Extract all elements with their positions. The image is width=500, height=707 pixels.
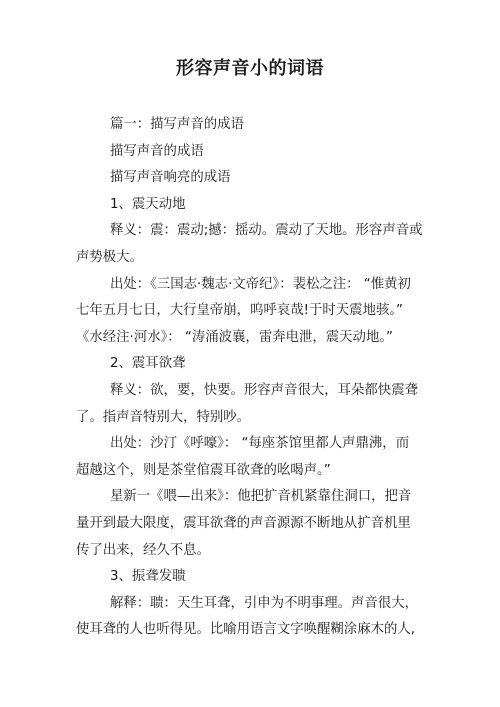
paragraph	[76, 192, 424, 219]
paragraph	[76, 378, 424, 431]
paragraph-line: 出处：《三国志·魏志·文帝纪》：裴松之注： “惟黄初	[110, 276, 411, 292]
paragraph-line: 量开到最大限度，震耳欲聋的声音源源不断地从扩音机里	[76, 515, 411, 531]
paragraph	[76, 484, 424, 564]
paragraph-line: 七年五月七日，大行皇帝崩，呜呼哀哉!于时天震地骇。”	[76, 303, 403, 319]
paragraph	[76, 218, 424, 271]
paragraph-line: 3、振聋发聩	[110, 569, 186, 585]
paragraph-line: 描写声音的成语	[110, 143, 204, 159]
paragraph-line: 使耳聋的人也听得见。比喻用语言文字唤醒糊涂麻木的人,	[76, 622, 416, 638]
paragraph-line: 释义：欲，要，快要。形容声音很大，耳朵都快震聋	[110, 382, 418, 398]
paragraph-line: 传了出来，经久不息。	[76, 542, 210, 558]
paragraph-line: 解释：聩：天生耳聋，引申为不明事理。声音很大，	[110, 595, 418, 611]
paragraph-line: 释义：震：震动;撼：摇动。震动了天地。形容声音或	[110, 223, 423, 239]
paragraph	[76, 591, 424, 644]
paragraph	[76, 351, 424, 378]
paragraph-line: 出处：沙汀《呼嚎》： “每座茶馆里都人声鼎沸，而	[110, 436, 410, 452]
paragraph-line: 了。指声音特别大，特别吵。	[76, 409, 251, 425]
paragraph-line: 声势极大。	[76, 249, 143, 265]
paragraph	[76, 431, 424, 484]
paragraph-line: 超越这个，则是茶堂倌震耳欲聋的吆喝声。”	[76, 462, 331, 478]
paragraph-line: 《水经注·河水》： “涛涌波襄，雷奔电泄，震天动地。”	[76, 329, 393, 345]
paragraph	[76, 139, 424, 166]
document-body	[76, 112, 424, 644]
document-title: 形容声音小的词语	[176, 58, 324, 79]
paragraph-line: 1、震天动地	[110, 196, 186, 212]
paragraph-line: 描写声音响亮的成语	[110, 170, 231, 186]
paragraph	[76, 165, 424, 192]
paragraph	[76, 112, 424, 139]
paragraph-line: 2、震耳欲聋	[110, 356, 186, 372]
paragraph	[76, 272, 424, 352]
paragraph-line: 星新一《喂—出来》：他把扩音机紧靠住洞口，把音	[110, 489, 412, 505]
paragraph	[76, 564, 424, 591]
paragraph-line: 篇一：描写声音的成语	[110, 117, 244, 132]
